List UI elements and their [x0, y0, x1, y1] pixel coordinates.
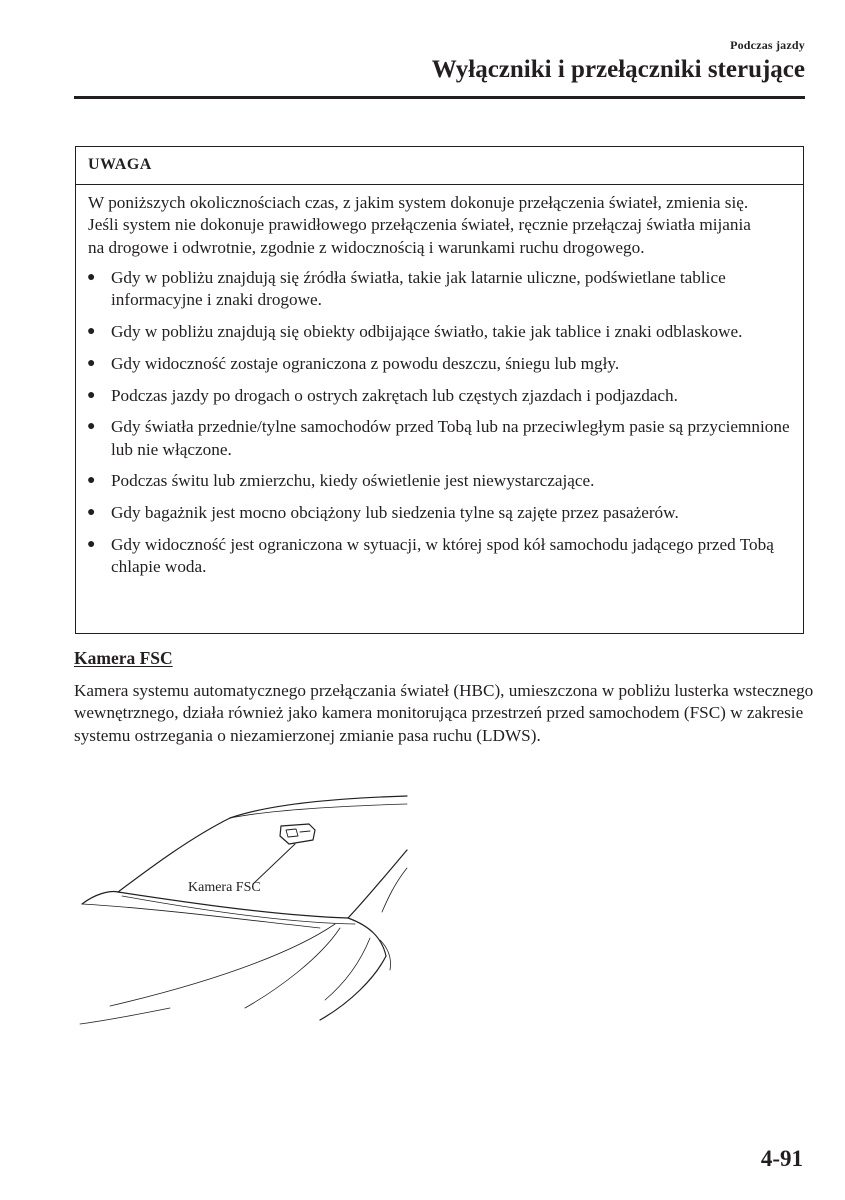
- bullet-icon: ●: [87, 323, 96, 339]
- list-item: [76, 267, 793, 312]
- list-item-text: Gdy w pobliżu znajdują się obiekty odbijające światło, takie jak tablice i znaki odblaskowe.: [111, 321, 743, 341]
- bullet-icon: ●: [87, 473, 96, 489]
- list-item-text: Gdy widoczność jest ograniczona w sytuacji, w której spod kół samochodu jadącego przed Tobą chlapie woda.: [111, 535, 774, 577]
- bullet-icon: ●: [87, 269, 96, 285]
- bullet-icon: ●: [87, 387, 96, 403]
- windshield-camera-illustration: [70, 788, 415, 1033]
- list-item: [76, 321, 793, 343]
- note-intro: W poniższych okolicznościach czas, z jakim system dokonuje przełączenia świateł, zmienia się. Jeśli system nie dokonuje prawidłowego przełączenia świateł, ręcznie przełączaj światła mijania na drogowe i odwrotnie, zgodnie z widocznością i warunkami ruchu drogowego.: [88, 193, 751, 257]
- list-item-text: Podczas świtu lub zmierzchu, kiedy oświetlenie jest niewystarczające.: [111, 471, 595, 491]
- list-item-text: Gdy widoczność zostaje ograniczona z powodu deszczu, śniegu lub mgły.: [111, 353, 620, 373]
- bullet-icon: ●: [87, 419, 96, 435]
- list-item-text: Gdy bagażnik jest mocno obciążony lub siedzenia tylne są zajęte przez pasażerów.: [111, 503, 679, 523]
- list-item: [76, 353, 793, 375]
- bullet-icon: ●: [87, 505, 96, 521]
- page-number: 4-91: [760, 1146, 803, 1171]
- section-label: Podczas jazdy: [730, 38, 805, 52]
- bullet-icon: ●: [87, 355, 96, 371]
- list-item: [76, 385, 793, 407]
- list-item: [76, 416, 793, 461]
- body-paragraph: Kamera systemu automatycznego przełączania świateł (HBC), umieszczona w pobliżu lusterka wstecznego wewnętrznego, działa również jako kamera monitorująca przestrzeń przed samochodem (FSC) w zakresie systemu ostrzegania o niezamierzonej zmianie pasa ruchu (LDWS).: [74, 681, 814, 745]
- list-item-text: Podczas jazdy po drogach o ostrych zakrętach lub częstych zjazdach i podjazdach.: [111, 385, 678, 405]
- title-rule: [74, 96, 805, 99]
- list-item: [76, 470, 793, 492]
- note-box: [75, 146, 804, 634]
- list-item-text: Gdy światła przednie/tylne samochodów przed Tobą lub na przeciwległym pasie są przyciemnione lub nie włączone.: [111, 417, 790, 459]
- note-list: [76, 267, 803, 579]
- list-item: [76, 534, 793, 579]
- note-heading: UWAGA: [76, 147, 803, 185]
- camera-label: Kamera FSC: [188, 880, 261, 895]
- page-title: Wyłączniki i przełączniki sterujące: [431, 56, 805, 83]
- list-item-text: Gdy w pobliżu znajdują się źródła światła, takie jak latarnie uliczne, podświetlane tablice informacyjne i znaki drogowe.: [111, 267, 726, 310]
- subsection-heading: Kamera FSC: [74, 648, 173, 668]
- bullet-icon: ●: [87, 537, 96, 553]
- list-item: [76, 502, 793, 524]
